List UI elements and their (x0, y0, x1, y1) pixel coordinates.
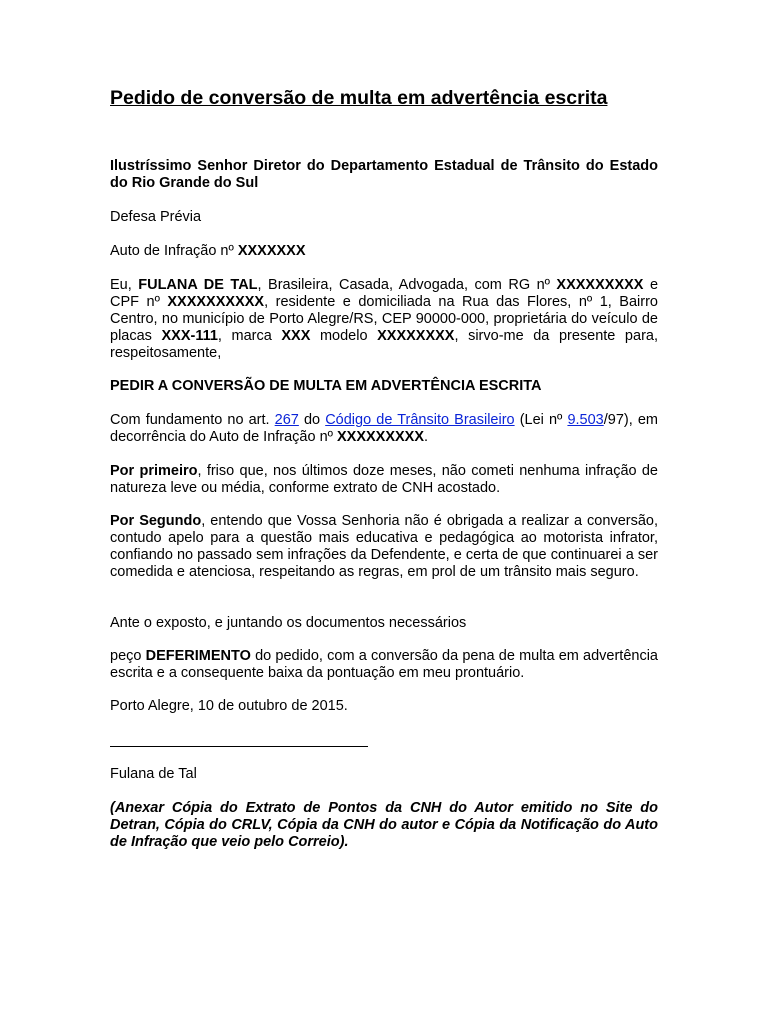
cpf-number: XXXXXXXXXX (167, 294, 265, 310)
qualification-text-5: , marca (217, 328, 282, 344)
basis-text-2: do (298, 412, 326, 428)
deferimento-paragraph (110, 648, 658, 682)
ctb-link[interactable]: Código de Trânsito Brasileiro (325, 412, 515, 428)
ante-exposto: Ante o exposto, e juntando os documentos necessários (110, 615, 467, 631)
qualification-text-6: modelo (310, 328, 378, 344)
basis-text-1: Com fundamento no art. (110, 412, 275, 428)
auto-infracao-line (110, 243, 658, 260)
basis-text-5: . (424, 429, 429, 445)
deferimento-bold: DEFERIMENTO (145, 648, 251, 664)
qualification-text-4: , residente e domiciliada na Rua das Flores, nº 1, Bairro Centro, no município de Porto Alegre/RS, CEP 90000-000, proprietária do veículo de placas (110, 294, 658, 344)
document-title: Pedido de conversão de multa em advertência escrita (110, 87, 608, 109)
signer-name: Fulana de Tal (110, 766, 197, 782)
second-argument-lead: Por Segundo (110, 513, 202, 529)
deferimento-text-1: peço (110, 648, 146, 664)
auto-number: XXXXXXX (237, 243, 306, 259)
article-267-link[interactable]: 267 (274, 412, 299, 428)
qualification-text-3: e CPF nº (110, 277, 659, 310)
signature-line (110, 746, 368, 747)
qualification-paragraph (110, 277, 658, 362)
rg-number: XXXXXXXXX (556, 277, 644, 293)
qualification-text-1: Eu, (110, 277, 139, 293)
basis-auto-number: XXXXXXXXX (336, 429, 425, 445)
request-heading: PEDIR A CONVERSÃO DE MULTA EM ADVERTÊNCIA ESCRITA (110, 378, 542, 394)
vehicle-model: XXXXXXXX (377, 328, 455, 344)
deferimento-text-2: do pedido, com a conversão da pena de multa em advertência escrita e a consequente baixa da pontuação em meu prontuário. (110, 648, 658, 681)
defesa-previa: Defesa Prévia (110, 209, 202, 225)
place-date: Porto Alegre, 10 de outubro de 2015. (110, 698, 348, 714)
first-argument-paragraph (110, 463, 658, 497)
vehicle-brand: XXX (281, 328, 311, 344)
second-argument-text: , entendo que Vossa Senhoria não é obrigada a realizar a conversão, contudo apelo para a questão mais educativa e pedagógica ao motorista infrator, confiando no passado sem infrações da Defendente, e certa de que continuarei a ser comedida e atenciosa, respeitando as regras, em prol de um trânsito mais seguro. (110, 513, 658, 580)
qualification-text-7: , sirvo-me da presente para, respeitosamente, (110, 328, 658, 361)
qualification-text-2: , Brasileira, Casada, Advogada, com RG nº (257, 277, 557, 293)
first-argument-text: , friso que, nos últimos doze meses, não cometi nenhuma infração de natureza leve ou média, conforme extrato de CNH acostado. (110, 463, 658, 496)
basis-text-4: /97), em decorrência do Auto de Infração nº (110, 412, 658, 445)
legal-basis-paragraph (110, 412, 658, 446)
requester-name: FULANA DE TAL (138, 277, 258, 293)
attachments-note: (Anexar Cópia do Extrato de Pontos da CNH do Autor emitido no Site do Detran, Cópia do CRLV, Cópia da CNH do autor e Cópia da Notificação do Auto de Infração que veio pelo Correio). (110, 800, 658, 850)
second-argument-paragraph (110, 513, 658, 581)
lei-9503-link[interactable]: 9.503 (567, 412, 604, 428)
basis-text-3: (Lei nº (514, 412, 568, 428)
auto-label: Auto de Infração nº (110, 243, 238, 259)
addressee: Ilustríssimo Senhor Diretor do Departamento Estadual de Trânsito do Estado do Rio Grande do Sul (110, 158, 658, 191)
first-argument-lead: Por primeiro (110, 463, 198, 479)
vehicle-plate: XXX-111 (161, 328, 218, 344)
